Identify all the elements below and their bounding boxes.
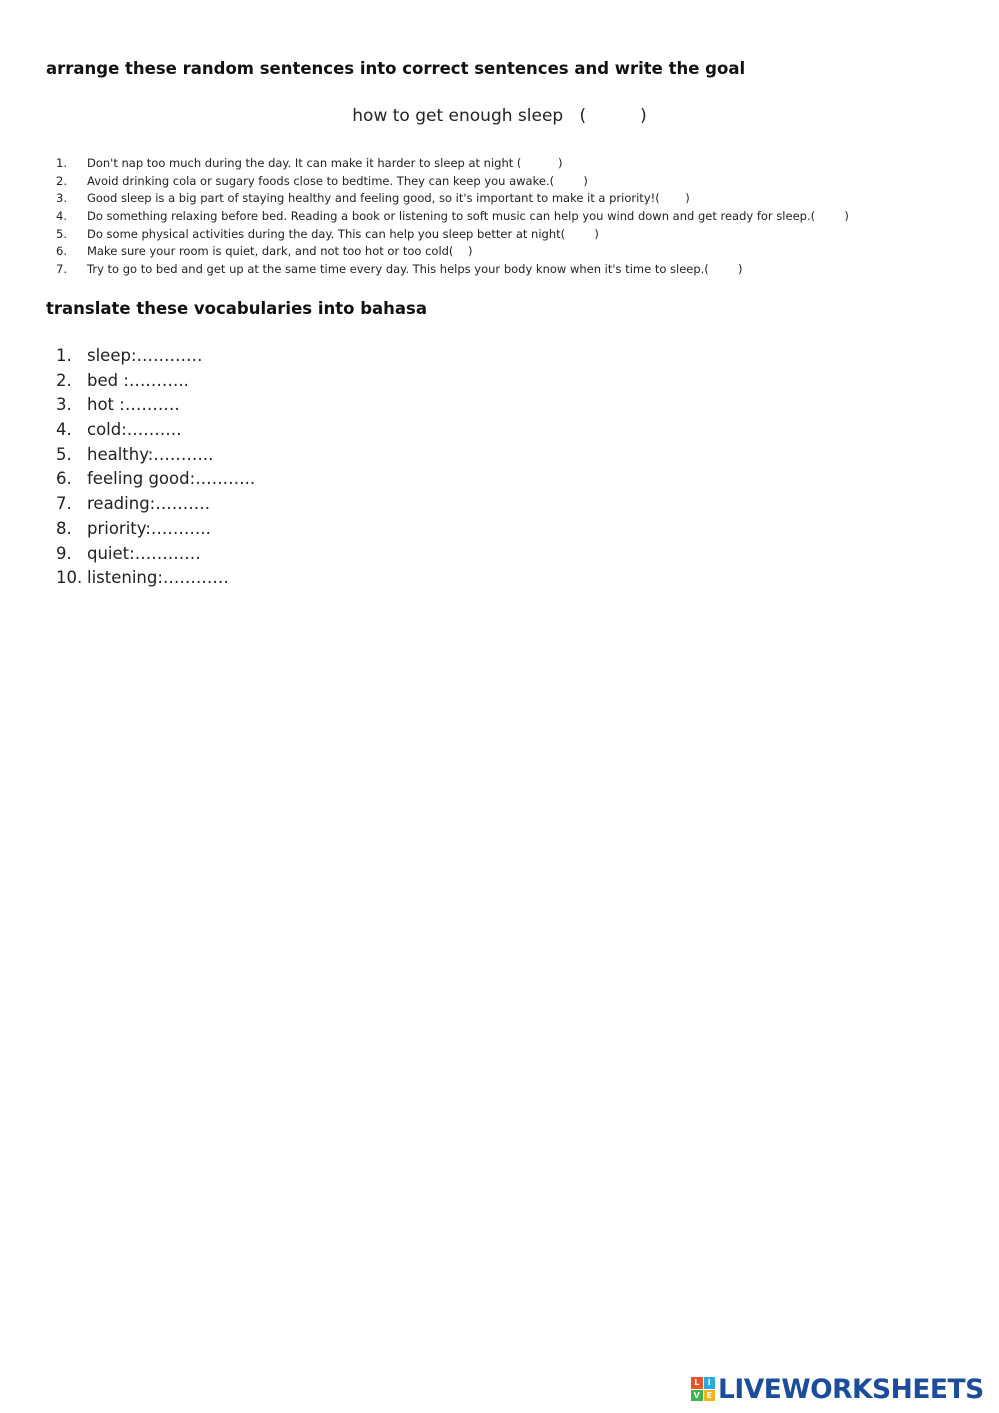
worksheet-title [0,106,999,126]
list-item [56,261,849,279]
item-number: 4. [56,420,72,440]
vocab-text: quiet:………… [87,543,201,563]
list-item [56,393,255,418]
item-number: 9. [56,543,72,563]
item-number: 6. [56,469,72,489]
item-number: 10. [56,568,83,588]
item-number: 7. [56,494,72,514]
title-open-paren: ( [579,106,587,126]
vocabulary-list [56,344,255,591]
item-number: 2. [56,173,67,188]
title-close-paren: ) [640,106,647,126]
list-item [56,566,255,591]
vocab-text: bed :……….. [87,370,189,390]
logo-mark-cell: I [704,1377,716,1389]
logo-text: LIVEWORKSHEETS [718,1373,984,1405]
vocab-text: listening:………… [87,568,229,588]
list-item [56,226,849,244]
list-item [56,443,255,468]
logo-mark-cell: E [704,1390,716,1402]
sentence-list [56,155,849,279]
sentence-text: Don't nap too much during the day. It can make it harder to sleep at night ( ) [87,156,563,170]
list-item [56,344,255,369]
vocab-text: cold:………. [87,420,182,440]
logo-mark-cell: V [691,1390,703,1402]
list-item [56,492,255,517]
list-item [56,542,255,567]
sentence-text: Avoid drinking cola or sugary foods close to bedtime. They can keep you awake.( ) [87,173,588,188]
item-number: 6. [56,244,67,259]
list-item [56,418,255,443]
item-number: 7. [56,262,67,277]
logo-mark-cell: L [691,1377,703,1389]
list-item [56,467,255,492]
sentence-text: Do something relaxing before bed. Reading a book or listening to soft music can help you wind down and get ready for sleep.( ) [87,209,849,224]
section-heading-arrange: arrange these random sentences into correct sentences and write the goal [46,59,746,78]
list-item [56,517,255,542]
list-item [56,155,849,173]
item-number: 3. [56,395,72,415]
item-number: 5. [56,226,67,241]
vocab-text: priority:……….. [87,518,211,538]
item-number: 5. [56,444,72,464]
list-item [56,369,255,394]
vocab-text: reading:………. [87,494,210,514]
vocab-text: sleep:………… [87,346,203,365]
item-number: 2. [56,370,72,390]
vocab-text: healthy:……….. [87,444,214,464]
liveworksheets-logo[interactable] [691,1373,984,1405]
item-number: 4. [56,209,67,224]
item-number: 1. [56,346,72,365]
sentence-text: Make sure your room is quiet, dark, and not too hot or too cold( ) [87,244,473,259]
list-item [56,190,849,208]
logo-mark-icon [691,1377,715,1401]
list-item [56,243,849,261]
list-item [56,173,849,191]
sentence-text: Do some physical activities during the day. This can help you sleep better at night( ) [87,226,599,241]
list-item [56,208,849,226]
sentence-text: Good sleep is a big part of staying healthy and feeling good, so it's important to make it a priority!( ) [87,191,690,206]
sentence-text: Try to go to bed and get up at the same time every day. This helps your body know when it's time to sleep.( ) [87,262,743,277]
item-number: 1. [56,156,67,170]
item-number: 8. [56,518,72,538]
vocab-text: feeling good:……….. [87,469,256,489]
vocab-text: hot :………. [87,395,180,415]
title-text: how to get enough sleep [352,106,564,126]
section-heading-translate: translate these vocabularies into bahasa [46,299,427,318]
item-number: 3. [56,191,67,206]
